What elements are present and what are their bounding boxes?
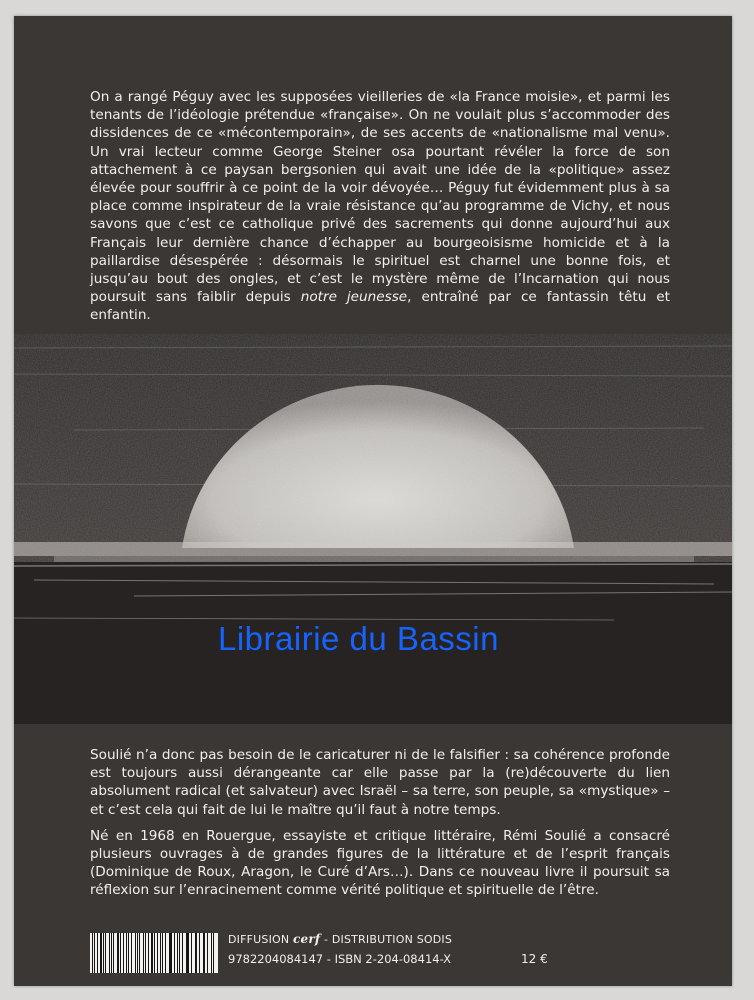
barcode-bar <box>154 933 155 973</box>
barcode-bar <box>139 933 140 973</box>
barcode-bar <box>203 933 204 973</box>
barcode-bar <box>123 933 124 973</box>
price: 12 € <box>521 952 548 966</box>
barcode-bar <box>196 933 197 973</box>
barcode-bar <box>179 933 180 973</box>
barcode-bar <box>145 933 146 973</box>
barcode-bar <box>207 933 209 973</box>
barcode-bar <box>100 933 102 973</box>
publisher-brand: cerf <box>293 932 321 946</box>
barcode <box>90 933 218 973</box>
barcode-bar <box>137 933 138 973</box>
barcode-bar <box>109 933 110 973</box>
bookshop-watermark: Librairie du Bassin <box>218 620 499 657</box>
barcode-bar <box>170 933 172 973</box>
sunset-image <box>14 334 732 724</box>
barcode-bar <box>177 933 178 973</box>
barcode-bar <box>131 933 133 973</box>
barcode-bar <box>211 933 212 973</box>
barcode-bar <box>105 933 106 973</box>
distribution-label: - DISTRIBUTION SODIS <box>320 933 453 946</box>
back-cover <box>14 16 732 986</box>
barcode-bar <box>113 933 114 973</box>
barcode-bar <box>92 933 93 973</box>
isbn-line <box>228 952 451 966</box>
bottom-blurb <box>90 746 670 908</box>
barcode-bar <box>182 933 183 973</box>
barcode-bar <box>186 933 187 973</box>
top-blurb <box>90 88 670 325</box>
barcode-bar <box>97 933 98 973</box>
barcode-bar <box>135 933 136 973</box>
diffusion-label: DIFFUSION <box>228 933 290 946</box>
barcode-bar <box>169 933 170 973</box>
barcode-bar <box>157 933 158 973</box>
barcode-bar <box>94 933 95 973</box>
footer <box>90 928 650 976</box>
barcode-bar <box>213 933 214 973</box>
bottom-paragraph-2: Né en 1968 en Rouergue, essayiste et critique littéraire, Rémi Soulié a consacré plusieurs ouvrages à de grandes figures de la littérature et de l’esprit français (Dominique de Roux, Aragon, le Curé d’Ars…). Dans ce nouveau livre il poursuit sa réflexion sur l’enracinement comme vérité politique et spirituelle de l’être. <box>90 827 670 899</box>
barcode-bar <box>120 933 121 973</box>
ean-number: 9782204084147 <box>228 952 324 966</box>
barcode-bar <box>160 933 161 973</box>
top-paragraph-italic: notre jeunesse <box>300 289 408 306</box>
top-paragraph-text: On a rangé Péguy avec les supposées vieilleries de «la France moisie», et parmi les tenants de l’idéologie prétendue «française». On ne voulait plus s’accommoder des dissidences de ce «mécontemporain», de ses accents de «nationalisme mal venu». Un vrai lecteur comme George Steiner osa pourtant révéler la force de son attachement à ce paysan bergsonien qui avait une idée de la «politique» assez élevée pour souffrir à ce point de la voir dévoyée… Péguy fut évidemment plus à sa place comme inspirateur de la vraie résistance qu’au programme de Vichy, et nous savons que c’est ce catholique privé des sacrements qui donne aujourd’hui aux Français leur dernière chance d’échapper au bourgeoisisme homicide et à la paillardise désespérée : désormais le spirituel est charnel une bonne fois, et jusqu’au bout des ongles, et c’est le mystère même de l’Incarnation qui nous poursuit sans faiblir depuis <box>90 89 670 306</box>
isbn-number: - ISBN 2-204-08414-X <box>323 952 452 966</box>
barcode-bar <box>199 933 200 973</box>
barcode-bar <box>191 933 192 973</box>
bottom-paragraph-1: Soulié n’a donc pas besoin de le caricaturer ni de le falsifier : sa cohérence profonde est toujours aussi dérangeante car elle passe par la (re)découverte du lien absolument radical (et salvateur) avec Israël – sa terre, son peuple, sa «mystique» – et c’est cela qui fait de lui le maître qu’il faut à notre temps. <box>90 747 670 818</box>
barcode-bar <box>128 933 129 973</box>
barcode-bar <box>174 933 175 973</box>
barcode-bar <box>162 933 163 973</box>
barcode-bar <box>148 933 149 973</box>
top-paragraph <box>90 88 670 325</box>
barcode-bar <box>187 933 189 973</box>
distribution-line <box>228 932 452 946</box>
sunset-photo <box>14 334 732 724</box>
barcode-bar <box>151 933 153 973</box>
barcode-bar <box>165 933 166 973</box>
barcode-bar <box>111 933 112 973</box>
barcode-bar <box>195 933 196 973</box>
barcode-bar <box>143 933 144 973</box>
barcode-bar <box>126 933 127 973</box>
top-paragraph-end: , entraîné par ce fantassin têtu et enfantin. <box>90 289 670 324</box>
barcode-bar <box>117 933 119 973</box>
barcode-bar <box>103 933 104 973</box>
barcode-bar <box>204 933 205 973</box>
